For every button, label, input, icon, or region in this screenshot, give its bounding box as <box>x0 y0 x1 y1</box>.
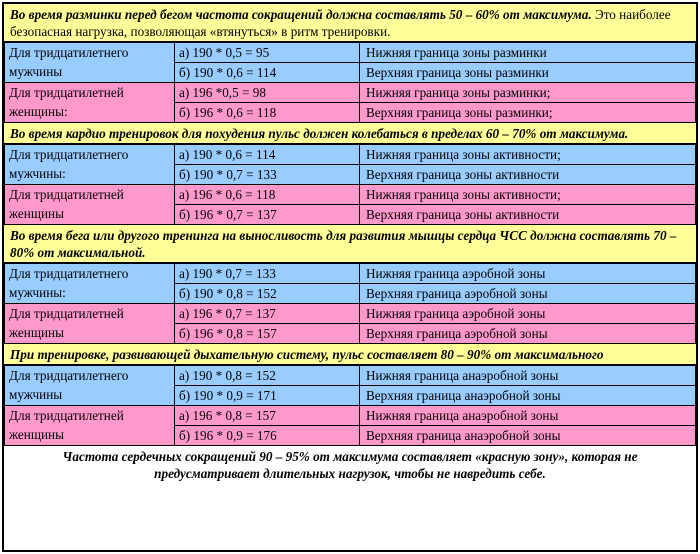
description-cell: Нижняя граница зоны разминки; <box>360 83 696 103</box>
table-row <box>5 366 696 386</box>
formula-cell: а) 196 * 0,8 = 157 <box>175 406 360 426</box>
formula-cell: а) 190 * 0,7 = 133 <box>175 264 360 284</box>
group-label: Для тридцатилетней женщины <box>5 406 175 446</box>
zone-table <box>4 42 696 123</box>
group-label: Для тридцатилетнего мужчины: <box>5 145 175 185</box>
table-row <box>5 406 696 426</box>
zone-intro <box>4 344 696 365</box>
description-cell: Нижняя граница аэробной зоны <box>360 264 696 284</box>
description-cell: Верхняя граница зоны разминки; <box>360 103 696 123</box>
table-row <box>5 304 696 324</box>
zone-section <box>4 344 696 446</box>
formula-cell: б) 196 * 0,8 = 157 <box>175 324 360 344</box>
description-cell: Нижняя граница зоны разминки <box>360 43 696 63</box>
description-cell: Верхняя граница аэробной зоны <box>360 324 696 344</box>
zone-table <box>4 263 696 344</box>
zone-table <box>4 365 696 446</box>
formula-cell: б) 190 * 0,6 = 114 <box>175 63 360 83</box>
red-zone-note: Частота сердечных сокращений 90 – 95% от максимума составляет «красную зону», которая не предусматривает длительных нагрузок, чтобы не навредить себе. <box>4 446 696 484</box>
heart-rate-zones-sheet <box>2 2 698 552</box>
formula-cell: а) 196 *0,5 = 98 <box>175 83 360 103</box>
table-row <box>5 43 696 63</box>
description-cell: Верхняя граница зоны разминки <box>360 63 696 83</box>
group-label: Для тридцатилетней женщины <box>5 304 175 344</box>
description-cell: Верхняя граница анаэробной зоны <box>360 386 696 406</box>
formula-cell: б) 190 * 0,8 = 152 <box>175 284 360 304</box>
description-cell: Нижняя граница зоны активности; <box>360 185 696 205</box>
zone-table <box>4 144 696 225</box>
description-cell: Нижняя граница аэробной зоны <box>360 304 696 324</box>
group-label: Для тридцатилетнего мужчины <box>5 366 175 406</box>
zone-section <box>4 4 696 123</box>
zone-intro <box>4 225 696 263</box>
formula-cell: а) 190 * 0,6 = 114 <box>175 145 360 165</box>
zone-intro-rest: Это наиболее безопасная нагрузка, позволяющая «втянуться» в ритм тренировки. <box>10 7 671 39</box>
zone-intro <box>4 4 696 42</box>
description-cell: Верхняя граница зоны активности <box>360 165 696 185</box>
description-cell: Нижняя граница анаэробной зоны <box>360 406 696 426</box>
zone-intro-lead: При тренировке, развивающей дыхательную систему, пульс составляет 80 – 90% от максимального <box>10 347 604 362</box>
description-cell: Верхняя граница зоны активности <box>360 205 696 225</box>
formula-cell: а) 190 * 0,8 = 152 <box>175 366 360 386</box>
formula-cell: б) 196 * 0,9 = 176 <box>175 426 360 446</box>
formula-cell: а) 196 * 0,7 = 137 <box>175 304 360 324</box>
formula-cell: б) 196 * 0,6 = 118 <box>175 103 360 123</box>
zone-section <box>4 123 696 225</box>
zone-intro <box>4 123 696 144</box>
group-label: Для тридцатилетнего мужчины: <box>5 264 175 304</box>
zone-intro-lead: Во время кардио тренировок для похудения пульс должен колебаться в пределах 60 – 70% от максимума. <box>10 126 629 141</box>
group-label: Для тридцатилетнего мужчины <box>5 43 175 83</box>
formula-cell: б) 190 * 0,9 = 171 <box>175 386 360 406</box>
group-label: Для тридцатилетней женщины <box>5 185 175 225</box>
formula-cell: а) 196 * 0,6 = 118 <box>175 185 360 205</box>
table-row <box>5 264 696 284</box>
description-cell: Верхняя граница аэробной зоны <box>360 284 696 304</box>
zone-intro-lead: Во время разминки перед бегом частота сокращений должна составлять 50 – 60% от максимума. <box>10 7 592 22</box>
zone-section <box>4 225 696 344</box>
description-cell: Нижняя граница анаэробной зоны <box>360 366 696 386</box>
formula-cell: б) 196 * 0,7 = 137 <box>175 205 360 225</box>
zone-intro-lead: Во время бега или другого тренинга на выносливость для развития мышцы сердца ЧСС должна составлять 70 – 80% от максимальной. <box>10 228 677 260</box>
table-row <box>5 83 696 103</box>
description-cell: Верхняя граница анаэробной зоны <box>360 426 696 446</box>
formula-cell: б) 190 * 0,7 = 133 <box>175 165 360 185</box>
table-row <box>5 145 696 165</box>
description-cell: Нижняя граница зоны активности; <box>360 145 696 165</box>
group-label: Для тридцатилетней женщины: <box>5 83 175 123</box>
table-row <box>5 185 696 205</box>
formula-cell: а) 190 * 0,5 = 95 <box>175 43 360 63</box>
